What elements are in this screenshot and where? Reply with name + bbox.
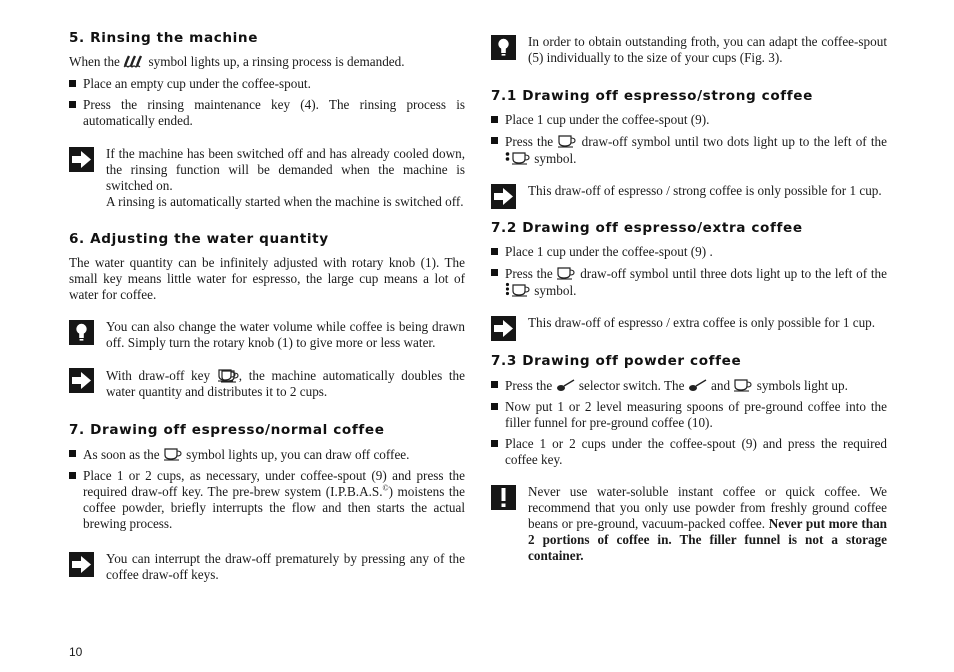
spout-tip: In order to obtain outstanding froth, you can adapt the coffee-spout (5) individually to the size of your cups (Fig. 3).	[491, 34, 887, 66]
section-7-3-bullet-3: Place 1 or 2 cups under the coffee-spout (9) and press the required coffee key.	[491, 436, 887, 468]
bullet-square	[491, 381, 498, 388]
bullet-square	[491, 269, 498, 276]
arrow-icon	[491, 316, 516, 341]
section-7-1-bullet-2: Press the draw-off symbol until two dots light up to the left of the symbol.	[491, 133, 887, 167]
bullet-square	[491, 440, 498, 447]
spoon-icon	[556, 379, 576, 393]
double-cup-icon	[217, 367, 239, 383]
section-7-1-note: This draw-off of espresso / strong coffee is only possible for 1 cup.	[491, 183, 887, 199]
section-5-bullet-2: Press the rinsing maintenance key (4). The rinsing process is automatically ended.	[69, 97, 465, 129]
section-7-2-bullet-2: Press the draw-off symbol until three dots light up to the left of the symbol.	[491, 265, 887, 299]
section-7-3-bullet-2: Now put 1 or 2 level measuring spoons of pre-ground coffee into the filler funnel for pre-ground coffee (10).	[491, 399, 887, 431]
section-5-note: If the machine has been switched off and has already cooled down, the rinsing function will be demanded when the machine is switched on. A rinsing is automatically started when the machine is switched off.	[69, 146, 465, 210]
extra-cup-icon	[505, 282, 531, 298]
section-7-1-title: 7.1 Drawing off espresso/strong coffee	[491, 88, 813, 104]
section-7-bullet-2: Place 1 or 2 cups, as necessary, under coffee-spout (9) and press the required draw-off key. The pre-brew system (I.P.B.A.S.©) moistens the coffee powder, briefly interrupts the flow and then starts the actual brewing process.	[69, 468, 465, 532]
section-7-2-note: This draw-off of espresso / extra coffee is only possible for 1 cup.	[491, 315, 887, 331]
section-5-bullet-1: Place an empty cup under the coffee-spout.	[69, 76, 465, 92]
bullet-square	[69, 101, 76, 108]
arrow-icon	[69, 147, 94, 172]
section-7-bullet-1: As soon as the symbol lights up, you can draw off coffee.	[69, 446, 465, 463]
section-6-tip: You can also change the water volume while coffee is being drawn off. Simply turn the rotary knob (1) to give more or less water.	[69, 319, 465, 351]
section-6-title: 6. Adjusting the water quantity	[69, 231, 329, 247]
arrow-icon	[69, 368, 94, 393]
section-7-2-title: 7.2 Drawing off espresso/extra coffee	[491, 220, 803, 236]
section-5-title: 5. Rinsing the machine	[69, 30, 259, 46]
lightbulb-icon	[491, 35, 516, 60]
page-number: 10	[69, 645, 83, 659]
section-7-3-title: 7.3 Drawing off powder coffee	[491, 353, 742, 369]
lightbulb-icon	[69, 320, 94, 345]
cup-icon	[557, 133, 577, 149]
section-7-3-bullet-1: Press the selector switch. The and symbols light up.	[491, 377, 887, 394]
left-column	[69, 30, 465, 583]
section-5-intro: When the symbol lights up, a rinsing process is demanded.	[69, 54, 405, 69]
section-6-note: With draw-off key , the machine automatically doubles the water quantity and distributes it to 2 cups.	[69, 367, 465, 400]
bullet-square	[491, 137, 498, 144]
section-7-1-bullet-1: Place 1 cup under the coffee-spout (9).	[491, 112, 887, 128]
arrow-icon	[491, 184, 516, 209]
arrow-icon	[69, 552, 94, 577]
section-7-2-bullet-1: Place 1 cup under the coffee-spout (9) .	[491, 244, 887, 260]
cup-icon	[556, 265, 576, 281]
bullet-square	[491, 403, 498, 410]
rinse-icon	[123, 54, 145, 69]
section-7-title: 7. Drawing off espresso/normal coffee	[69, 422, 385, 438]
bullet-square	[69, 80, 76, 87]
bullet-square	[69, 450, 76, 457]
cup-icon	[163, 446, 183, 462]
exclamation-icon	[491, 485, 516, 510]
cup-icon	[733, 377, 753, 393]
section-7-3-warning: Never use water-soluble instant coffee or quick coffee. We recommend that you only use powder from freshly ground coffee beans or pre-ground, vacuum-packed coffee. Never put more than 2 portions of coffee in. The filler funnel is not a storage container.	[491, 484, 887, 564]
right-column	[491, 30, 887, 564]
strong-cup-icon	[505, 150, 531, 166]
bullet-square	[491, 116, 498, 123]
bullet-square	[69, 472, 76, 479]
spoon-icon	[688, 379, 708, 393]
section-6-paragraph: The water quantity can be infinitely adjusted with rotary knob (1). The small key means little water for espresso, the large cup means a lot of water for coffee.	[69, 255, 465, 302]
section-7-note: You can interrupt the draw-off prematurely by pressing any of the coffee draw-off keys.	[69, 551, 465, 583]
bullet-square	[491, 248, 498, 255]
